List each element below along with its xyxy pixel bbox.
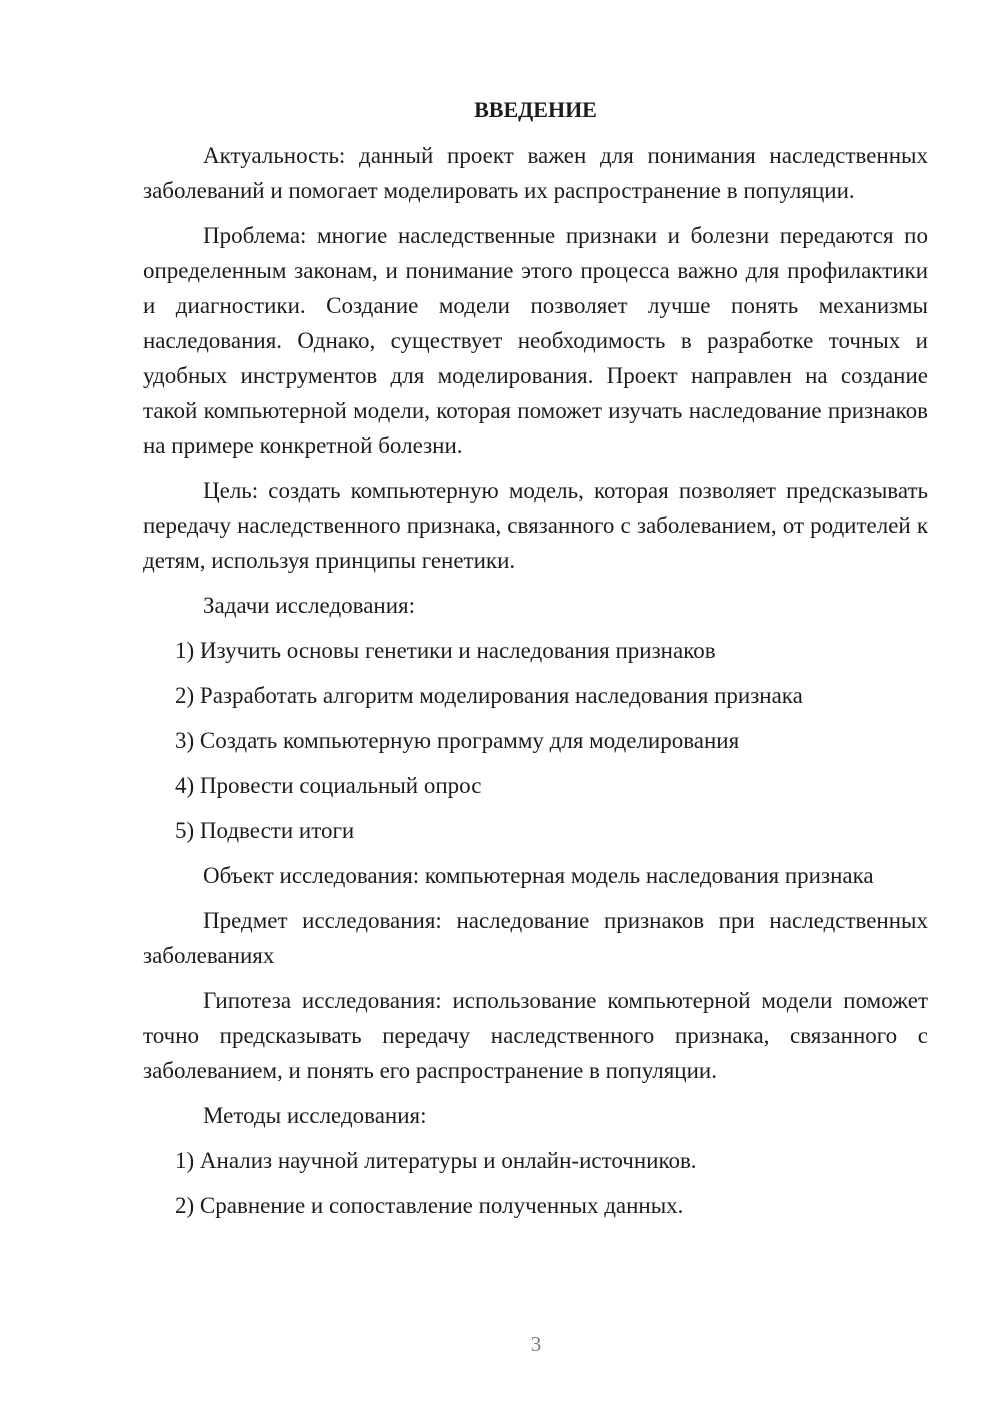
object-paragraph: Объект исследования: компьютерная модель наследования признака <box>203 863 874 888</box>
subject-paragraph: Предмет исследования: наследование признаков при наследственных заболеваниях <box>143 908 928 968</box>
list-item: 1) Анализ научной литературы и онлайн-источников. <box>175 1148 697 1173</box>
tasks-heading: Задачи исследования: <box>203 593 416 618</box>
list-item: 2) Сравнение и сопоставление полученных данных. <box>175 1193 684 1218</box>
page-content <box>143 94 928 1233</box>
list-item: 3) Создать компьютерную программу для моделирования <box>175 728 740 753</box>
problem-paragraph: Проблема: многие наследственные признаки и болезни передаются по определенным законам, и понимание этого процесса важно для профилактики и диагностики. Создание модели позволяет лучше понять механизмы наследования. Однако, существует необходимость в разработке точных и удобных инструментов для моделирования. Проект направлен на создание такой компьютерной модели, которая поможет изучать наследование признаков на примере конкретной болезни. <box>143 223 928 458</box>
relevance-paragraph: Актуальность: данный проект важен для понимания наследственных заболеваний и помогает моделировать их распространение в популяции. <box>143 143 928 203</box>
list-item: 4) Провести социальный опрос <box>175 773 482 798</box>
page-title: ВВЕДЕНИЕ <box>474 97 597 122</box>
goal-paragraph: Цель: создать компьютерную модель, которая позволяет предсказывать передачу наследственного признака, связанного с заболеванием, от родителей к детям, используя принципы генетики. <box>143 478 928 573</box>
list-item: 2) Разработать алгоритм моделирования наследования признака <box>175 683 803 708</box>
list-item: 5) Подвести итоги <box>175 818 355 843</box>
hypothesis-paragraph: Гипотеза исследования: использование компьютерной модели поможет точно предсказывать передачу наследственного признака, связанного с заболеванием, и понять его распространение в популяции. <box>143 988 928 1083</box>
methods-list <box>143 1143 928 1223</box>
methods-heading: Методы исследования: <box>203 1103 427 1128</box>
page-number: 3 <box>530 1332 542 1356</box>
list-item: 1) Изучить основы генетики и наследования признаков <box>175 638 716 663</box>
tasks-list <box>143 633 928 848</box>
